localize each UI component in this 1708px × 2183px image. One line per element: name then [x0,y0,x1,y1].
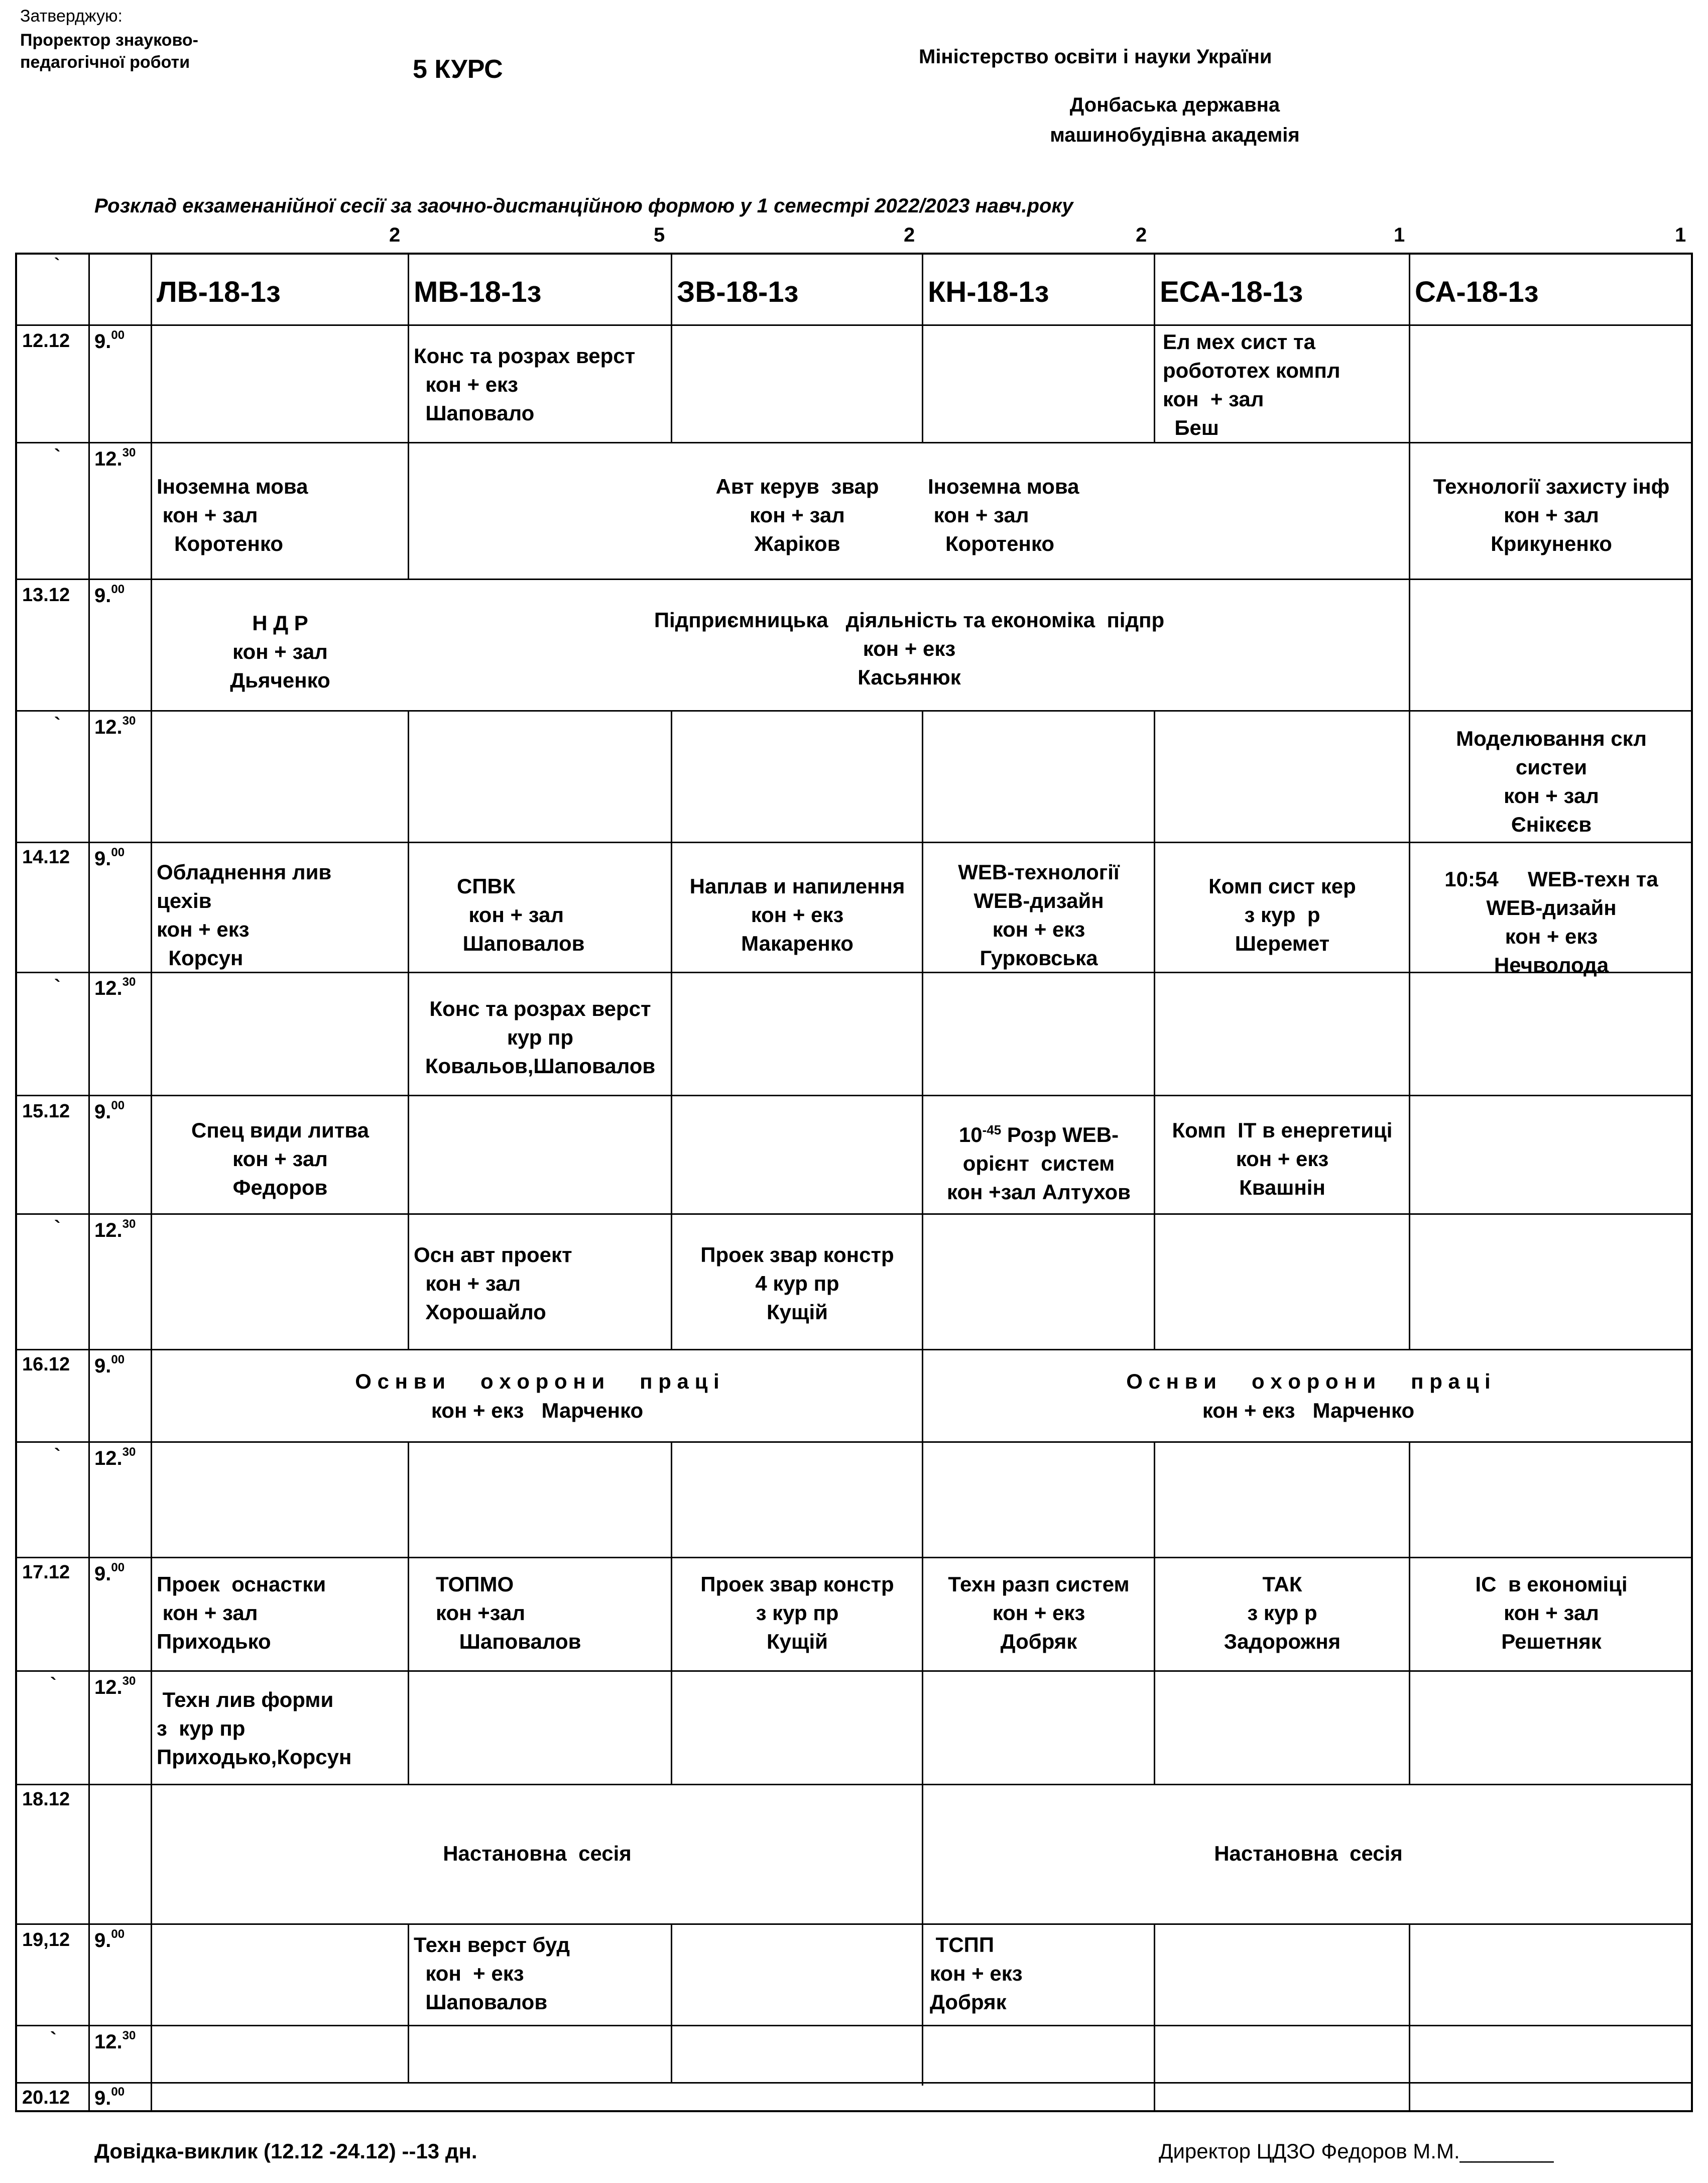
col-line [922,710,923,2086]
count-lv: 2 [389,224,401,246]
col-line [671,1441,672,1784]
schedule-entry-esa: Комп IT в енергетиці кон + екз Квашнін [1172,1118,1393,1199]
time-cell: 12.30 [94,975,136,999]
group-sa: СА-18-1з [1415,276,1539,308]
row-line [15,2082,1693,2084]
schedule-entry-span-right-sub: кон + екз Марченко [1202,1399,1415,1422]
row-line [15,1784,1693,1785]
time-cell: 12.30 [94,1217,136,1241]
schedule-entry-lv: Спец види литва кон + зал Федоров [191,1118,370,1199]
schedule-entry-lv: Проек оснастки кон + зал Приходько [157,1572,326,1653]
row-line [15,579,1693,580]
time-cell: 9.00 [94,1927,125,1951]
date-cell: ` [50,1674,57,1695]
schedule-entry-zv: Проек звар констр 4 кур пр Кущій [700,1243,894,1324]
group-mv: МВ-18-1з [414,276,542,308]
header-mark: ` [54,255,60,274]
time-cell: 9.00 [94,328,125,353]
row-line [15,1923,1693,1925]
count-zv: 2 [904,224,915,246]
schedule-entry-sa: 10:54 WEB-техн та WEB-дизайн кон + екз Нечволода [1444,867,1658,977]
time-cell: 9.00 [94,583,125,607]
schedule-entry-kn: ТСПП кон + екз Добряк [930,1933,1023,2014]
col-line [1154,1441,1155,1784]
col-line [1154,710,1155,1349]
count-kn: 2 [1136,224,1147,246]
col-line [408,710,409,1349]
approval-position-line1: Проректор знауково- [20,31,198,50]
schedule-entry-kn: WEB-технології WEB-дизайн кон + екз Гурковська [958,860,1120,970]
count-esa: 1 [1394,224,1405,246]
date-cell: ` [54,714,61,735]
schedule-entry-lv: Іноземна мова кон + зал Коротенко [157,475,308,555]
row-line [15,324,1693,326]
time-cell: 9.00 [94,1099,125,1123]
col-line [88,253,90,2112]
date-cell: ` [54,1217,61,1238]
schedule-entry-kn: Іноземна мова кон + зал Коротенко [928,475,1079,555]
time-cell: 12.30 [94,446,136,470]
col-line [1409,1923,1410,2112]
date-cell: 12.12 [22,330,70,352]
schedule-entry-esa: Ел мех сист та робототех компл кон + зал Беш [1163,330,1340,439]
schedule-entry-span-left-title: О с н в и о х о р о н и п р а ц і [355,1369,719,1393]
date-cell: ` [54,446,61,467]
schedule-entry-span-right: Настановна сесія [1214,1842,1403,1865]
col-line [408,1441,409,1784]
col-line [1409,253,1410,1349]
schedule-entry-span: Підприємницька діяльність та економіка підпр кон + екз Касьянюк [654,608,1165,689]
schedule-entry-span-left: Настановна сесія [443,1842,632,1865]
ministry-name: Міністерство освіти і науки України [919,46,1272,68]
approval-position-line2: педагогічної роботи [20,53,190,72]
schedule-entry-zv: Авт керув звар кон + зал Жаріков [715,475,879,555]
schedule-entry-esa: ТАК з кур р Задорожня [1224,1572,1341,1653]
course-title: 5 КУРС [413,55,503,84]
schedule-entry-mv: Конс та розрах верст кур пр Ковальов,Шаповалов [425,997,656,1078]
schedule-entry-kn: Техн разп систем кон + екз Добряк [948,1572,1130,1653]
schedule-entry-zv: Проек звар констр з кур пр Кущій [700,1572,894,1653]
schedule-entry-mv: ТОПМО кон +зал Шаповалов [436,1572,581,1653]
schedule-subtitle: Розклад екзаменанійної сесії за заочно-дистанційною формою у 1 семестрі 2022/2023 навч.року [94,195,1073,217]
schedule-entry-sa: Моделювання скл систеи кон + зал Єнікєєв [1456,727,1647,836]
col-line [408,1923,409,2082]
row-line [15,710,1693,712]
time-cell: 12.30 [94,2029,136,2053]
footer-reference-note: Довідка-виклик (12.12 -24.12) --13 дн. [94,2139,477,2163]
time-cell: 9.00 [94,2085,125,2109]
schedule-entry-mv: СПВК кон + зал Шаповалов [457,874,585,955]
schedule-entry-zv: Наплав и напилення кон + екз Макаренко [689,874,905,955]
group-esa: ЕСА-18-1з [1160,276,1303,308]
schedule-entry-mv: Конс та розрах верст кон + екз Шаповало [414,344,636,425]
date-cell: 14.12 [22,847,70,868]
footer-director-signature: Директор ЦДЗО Федоров М.М.________ [1159,2139,1554,2163]
time-cell: 12.30 [94,1674,136,1698]
schedule-entry-kn: $10^{-45}$ Розр WEB- орієнт систем кон +зал Алтухов [946,1122,1131,1204]
time-cell: 12.30 [94,1445,136,1469]
time-cell: 9.00 [94,846,125,870]
col-line [1154,253,1155,442]
col-line [408,253,409,579]
count-sa: 1 [1675,224,1686,246]
col-line [1154,1923,1155,2112]
row-line [15,1557,1693,1558]
group-zv: ЗВ-18-1з [677,276,799,308]
schedule-entry-lv: Н Д Р кон + зал Дьяченко [230,611,330,692]
col-line [151,253,152,2112]
schedule-entry-span-left-sub: кон + екз Марченко [431,1399,644,1422]
col-line [1409,1441,1410,1784]
approval-label: Затверджую: [20,7,123,26]
col-line [671,1923,672,2082]
count-mv: 5 [654,224,665,246]
time-cell: 9.00 [94,1353,125,1377]
row-line [15,1441,1693,1443]
date-cell: 19,12 [22,1929,70,1950]
row-line [15,2025,1693,2026]
row-line [15,1213,1693,1215]
schedule-entry-lv: Обладнення лив цехів кон + екз Корсун [157,860,332,970]
row-line [15,1095,1693,1096]
date-cell: 15.12 [22,1101,70,1122]
schedule-entry-span-right-title: О с н в и о х о р о н и п р а ц і [1126,1369,1491,1393]
date-cell: ` [54,1445,61,1466]
time-cell: 12.30 [94,714,136,738]
col-line [671,710,672,1349]
row-line [15,842,1693,843]
date-cell: 20.12 [22,2087,70,2108]
schedule-entry-mv: Осн авт проект кон + зал Хорошайло [414,1243,572,1324]
group-kn: КН-18-1з [928,276,1049,308]
date-cell: ` [50,2029,57,2050]
row-line [15,1670,1693,1672]
schedule-entry-lv: Техн лив форми з кур пр Приходько,Корсун [157,1688,352,1769]
schedule-entry-mv: Техн верст буд кон + екз Шаповалов [414,1933,570,2014]
row-line [15,1349,1693,1350]
group-lv: ЛВ-18-1з [157,276,281,308]
date-cell: 13.12 [22,585,70,606]
col-line [671,253,672,442]
date-cell: 16.12 [22,1354,70,1375]
date-cell: 18.12 [22,1789,70,1810]
date-cell: ` [54,976,61,997]
schedule-entry-sa: Технології захисту інф кон + зал Крикуненко [1433,475,1670,555]
academy-name-line1: Донбаська державна [1069,94,1280,116]
col-line [922,253,923,442]
row-line [15,442,1693,443]
academy-name-line2: машинобудівна академія [1050,124,1300,146]
time-cell: 9.00 [94,1561,125,1585]
schedule-entry-esa: Комп сист кер з кур р Шеремет [1208,874,1356,955]
schedule-entry-sa: ІС в економіці кон + зал Решетняк [1475,1572,1628,1653]
date-cell: 17.12 [22,1562,70,1583]
